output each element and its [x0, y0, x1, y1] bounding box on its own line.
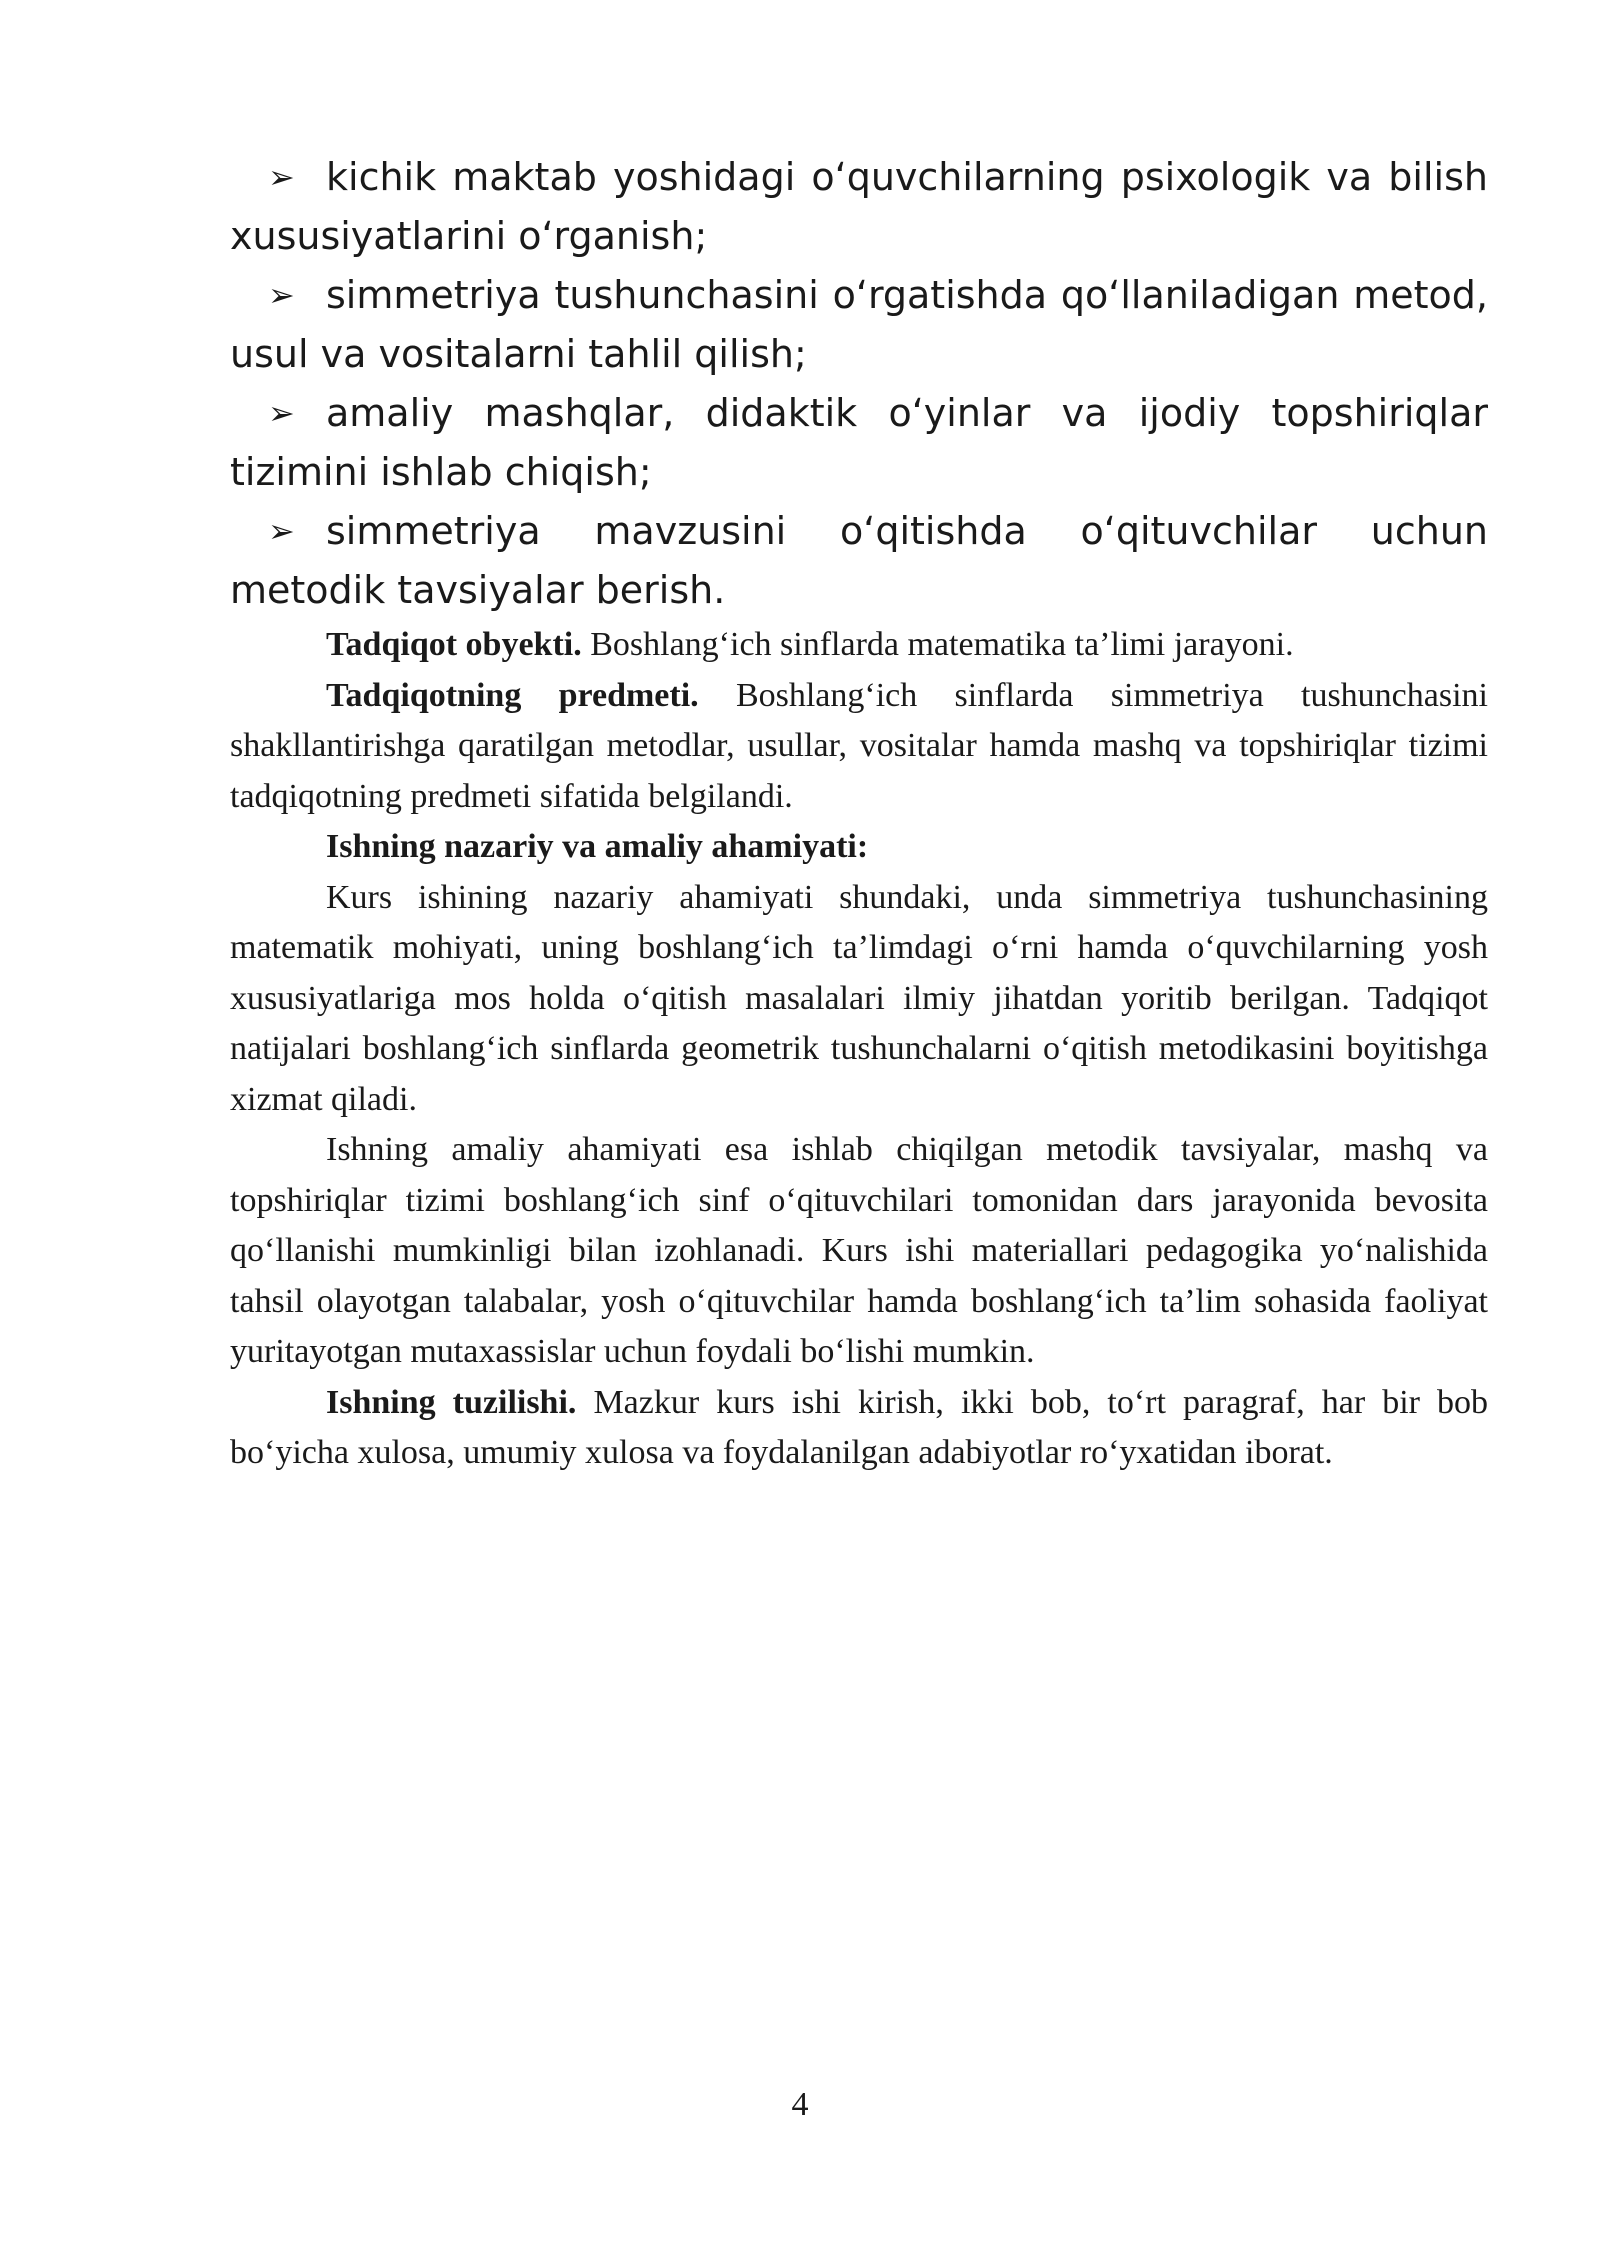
bullet-text: amaliy mashqlar, didaktik o‘yinlar va ijodiy topshiriqlar tizimini ishlab chiqish; [230, 391, 1488, 494]
bullet-item [230, 148, 1488, 266]
arrow-bullet-icon: ➢ [268, 394, 295, 432]
research-subject-heading: Tadqiqotning predmeti. [326, 676, 699, 714]
research-subject-paragraph [230, 671, 1488, 823]
bullet-text: kichik maktab yoshidagi o‘quvchilarning psixologik va bilish xususiyatlarini o‘rganish; [230, 155, 1488, 258]
research-object-text: Boshlang‘ich sinflarda matematika ta’limi jarayoni. [581, 626, 1294, 663]
bullet-text: simmetriya tushunchasini o‘rgatishda qo‘llaniladigan metod, usul va vositalarni tahlil qilish; [230, 273, 1488, 376]
significance-heading: Ishning nazariy va amaliy ahamiyati: [326, 828, 869, 865]
structure-heading: Ishning tuzilishi. [326, 1383, 577, 1421]
page-content [230, 148, 1488, 1479]
research-subject-text: Boshlang‘ich sinflarda simmetriya tushunchasini shakllantirishga qaratilgan metodlar, usullar, vositalar hamda mashq va topshiriqlar tizimi tadqiqotning predmeti sifatida belgilandi. [230, 676, 1488, 815]
theoretical-significance-text: Kurs ishining nazariy ahamiyati shundaki, unda simmetriya tushunchasining matematik mohiyati, uning boshlang‘ich ta’limdagi o‘rni hamda o‘quvchilarning yosh xususiyatlariga mos holda o‘qitish masalalari ilmiy jihatdan yoritib berilgan. Tadqiqot natijalari boshlang‘ich sinflarda geometrik tushunchalarni o‘qitish metodikasini boyitishga xizmat qiladi. [230, 878, 1488, 1118]
arrow-bullet-icon: ➢ [268, 512, 295, 550]
theoretical-significance-paragraph [230, 873, 1488, 1126]
bullet-item [230, 384, 1488, 502]
bullet-item [230, 502, 1488, 620]
structure-paragraph [230, 1378, 1488, 1479]
significance-heading-paragraph [230, 822, 1488, 873]
page-number: 4 [791, 2086, 809, 2123]
research-object-heading: Tadqiqot obyekti. [326, 626, 582, 663]
structure-text: Mazkur kurs ishi kirish, ikki bob, to‘rt paragraf, har bir bob bo‘yicha xulosa, umumiy xulosa va foydalanilgan adabiyotlar ro‘yxatidan iborat. [230, 1383, 1488, 1471]
arrow-bullet-icon: ➢ [268, 276, 295, 314]
arrow-bullet-icon: ➢ [268, 158, 295, 196]
practical-significance-text: Ishning amaliy ahamiyati esa ishlab chiqilgan metodik tavsiyalar, mashq va topshiriqlar tizimi boshlang‘ich sinf o‘qituvchilari tomonidan dars jarayonida bevosita qo‘llanishi mumkinligi bilan izohlanadi. Kurs ishi materiallari pedagogika yo‘nalishida tahsil olayotgan talabalar, yosh o‘qituvchilar hamda boshlang‘ich ta’lim sohasida faoliyat yuritayotgan mutaxassislar uchun foydali bo‘lishi mumkin. [230, 1131, 1488, 1370]
practical-significance-paragraph [230, 1125, 1488, 1378]
bullet-item [230, 266, 1488, 384]
bullet-text: simmetriya mavzusini o‘qitishda o‘qituvchilar uchun metodik tavsiyalar berish. [230, 509, 1488, 612]
research-object-paragraph [230, 620, 1488, 671]
